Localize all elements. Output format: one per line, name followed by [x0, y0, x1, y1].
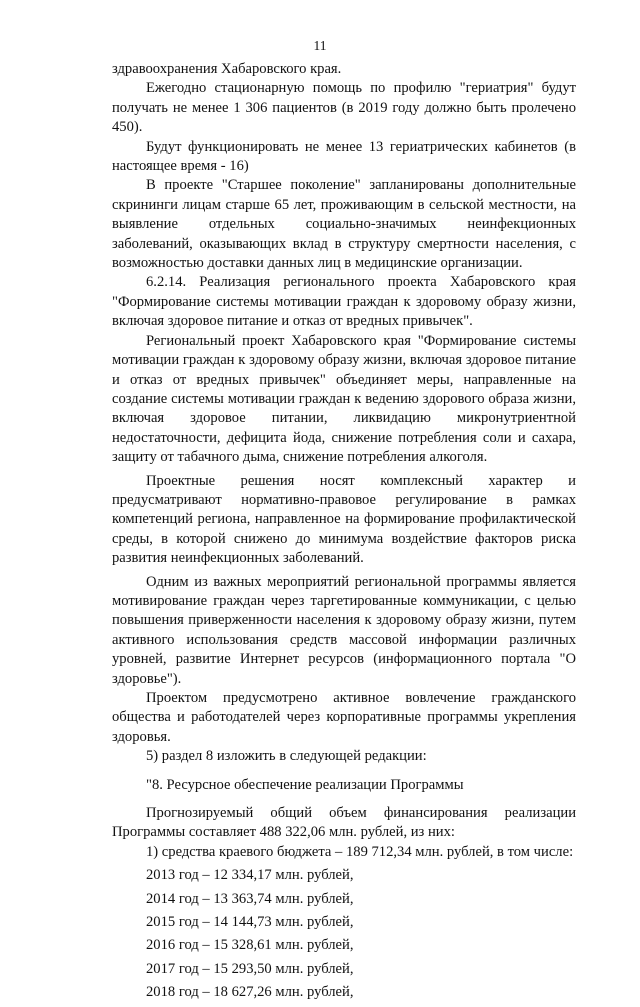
- paragraph: Проектные решения носят комплексный характер и предусматривают нормативно-правовое регулирование в рамках компетенций региона, направленное на формирование профилактической среды, в которой снижено до минимума воздействие факторов риска развития неинфекционных заболеваний.: [112, 472, 576, 567]
- paragraph: В проекте "Старшее поколение" запланированы дополнительные скрининги лицам старше 65 лет, проживающим в сельской местности, на выявление отдельных социально-значимых неинфекционных заболеваний, оказывающих вклад в структуру смертности населения, с возможностью доставки данных лиц в медицинские организации.: [112, 177, 576, 272]
- paragraph: Проектом предусмотрено активное вовлечение гражданского общества и работодателей через корпоративные программы укрепления здоровья.: [112, 690, 576, 745]
- list-item: 2015 год – 14 144,73 млн. рублей,: [146, 914, 354, 931]
- paragraph: Будут функционировать не менее 13 гериатрических кабинетов (в настоящее время - 16): [112, 138, 576, 175]
- list-item: 2014 год – 13 363,74 млн. рублей,: [146, 890, 354, 907]
- page-number: 11: [313, 38, 327, 53]
- list-item: 2018 год – 18 627,26 млн. рублей,: [146, 984, 354, 1001]
- paragraph: Региональный проект Хабаровского края "Формирование системы мотивации граждан к здоровому образу жизни, включая здоровое питание и отказ от вредных привычек" объединяет меры, направленные на создание системы мотивации граждан к ведению здорового образа жизни, включая здоровое питании, ликвидацию микронутриентной недостаточности, дефицита йода, снижение потребления соли и сахара, защиту от табачного дыма, снижение потребления алкоголя.: [112, 332, 576, 466]
- paragraph: Прогнозируемый общий объем финансирования реализации Программы составляет 488 322,06 млн. рублей, из них:: [112, 805, 576, 841]
- paragraph: 5) раздел 8 изложить в следующей редакции:: [146, 748, 427, 765]
- funding-years-list: [112, 866, 576, 1002]
- paragraph: 1) средства краевого бюджета – 189 712,34 млн. рублей, в том числе:: [146, 843, 574, 860]
- paragraph: Ежегодно стационарную помощь по профилю "гериатрия" будут получать не менее 1 306 пациентов (в 2019 году должно быть пролечено 450).: [112, 80, 576, 136]
- section-title: "8. Ресурсное обеспечение реализации Программы: [146, 776, 464, 793]
- list-item: 2017 год – 15 293,50 млн. рублей,: [146, 960, 354, 977]
- paragraph: здравоохранения Хабаровского края.: [112, 61, 342, 77]
- document-body: [112, 60, 576, 1007]
- paragraph: Одним из важных мероприятий региональной программы является мотивирование граждан через таргетированные коммуникации, с целью повышения приверженности населения к здоровому образу жизни, путем активного использования средств массовой информации различных уровней, развитие Интернет ресурсов (информационного портала "О здоровье").: [112, 573, 576, 687]
- list-item: 2013 год – 12 334,17 млн. рублей,: [146, 867, 354, 884]
- list-item: 2016 год – 15 328,61 млн. рублей,: [146, 937, 354, 954]
- section-heading: 6.2.14. Реализация регионального проекта Хабаровского края "Формирование системы мотивации граждан к здоровому образу жизни, включая здоровое питание и отказ от вредных привычек".: [112, 274, 576, 330]
